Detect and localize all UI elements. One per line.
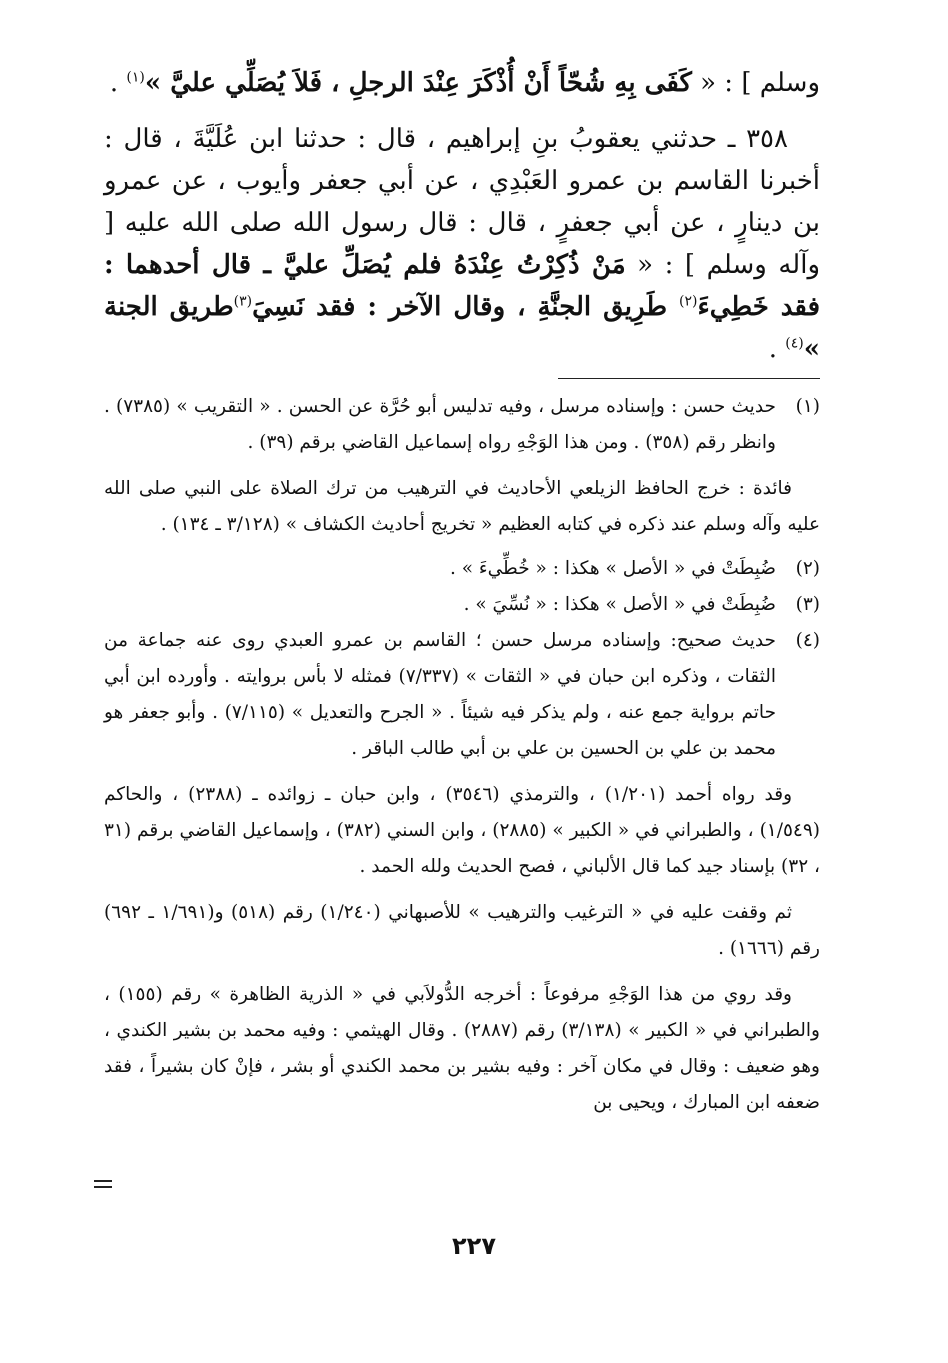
hadith-matn-part1: مَنْ ذُكِرْتُ عِنْدَهُ فلم يُصَلِّ عليَّ ـ قال أحدهما : فقد خَطِيءَ — [104, 250, 820, 322]
footnote-4-para-3: وقد روي من هذا الوَجْهِ مرفوعاً : أخرجه الدُّولاَبي في « الذرية الظاهرة » رقم (١٥٥) ، والطبراني في « الكبير » (٣/١٣٨) رقم (٢٨٨٧) . وقال الهيثمي : وفيه محمد بن بشير الكندي ، وهو ضعيف : وقال في مكان آخر : وفيه بشير بن محمد الكندي أو بشر ، فإنْ كان بشيراً ، فقد ضعفه ابن المبارك ، ويحيى بن — [104, 984, 820, 1113]
continuation-line — [104, 62, 820, 104]
footnote-text: حديث حسن : وإسناده مرسل ، وفيه تدليس أبو حُرَّة عن الحسن . « التقريب » (٧٣٨٥) . وانظر رقم (٣٥٨) . ومن هذا الوَجْهِ رواه إسماعيل القاضي برقم (٣٩) . — [104, 396, 776, 453]
line1-plain: وسلم ] : « — [691, 68, 820, 98]
footnote-mark-1: (١) — [126, 69, 145, 86]
footnotes — [104, 389, 820, 1121]
line1-close-quote: » — [144, 68, 171, 98]
line1-end: . — [109, 68, 127, 98]
hadith-matn-part2: طَرِيق الجنَّةِ ، وقال الآخر : فقد نَسِيَ — [252, 292, 680, 322]
footnote-separator — [558, 378, 820, 379]
footnote-mark-2: (٢) — [679, 293, 698, 310]
hadith-358 — [104, 118, 820, 370]
footnote-1 — [104, 389, 820, 461]
footnote-4-para-2: ثم وقفت عليه في « الترغيب والترهيب » للأصبهاني (١/٢٤٠) رقم (٥١٨) و(١/٦٩١ ـ ٦٩٢) رقم (١٦٦٦) . — [104, 902, 820, 959]
footnote-number: (١) — [795, 396, 820, 417]
hadith-matn-part3: طريق الجنة » — [104, 292, 820, 364]
footnote-3 — [104, 587, 820, 623]
main-text — [104, 62, 820, 370]
footnote-text: حديث صحيح: وإسناده مرسل حسن ؛ القاسم بن عمرو العبدي روى عنه جماعة من الثقات ، وذكره ابن حبان في « الثقات » (٧/٣٣٧) فمثله لا بأس بروايته . وأورده ابن أبي حاتم برواية جمع عنه ، ولم يذكر فيه شيئاً . « الجرح والتعديل » (٧/١١٥) . وأبو جعفر هو محمد بن علي بن الحسين بن علي بن أبي طالب الباقر . — [104, 630, 777, 759]
page-number: ٢٢٧ — [452, 1232, 496, 1260]
hadith-end: . — [768, 334, 786, 364]
footnote-number: (٣) — [795, 594, 820, 615]
hadith-isnad: ٣٥٨ ـ حدثني يعقوبُ بنِ إبراهيم ، قال : حدثنا ابن عُلَيَّةَ ، قال : أخبرنا القاسم بن عمرو العَبْدِي ، عن أبي جعفر وأيوب ، عن عمرو بن دينارٍ ، عن أبي جعفرٍ ، قال : قال رسول الله صلى الله عليه [ وآله وسلم ] : « — [104, 124, 821, 280]
footnote-mark-4: (٤) — [785, 335, 804, 352]
line1-hadith-text: كَفَى بِهِ شُحّاً أَنْ أُذْكَرَ عِنْدَ الرجلِ ، فَلاَ يُصَلِّي عليَّ — [170, 68, 692, 98]
page — [104, 62, 820, 1302]
footnote-mark-3: (٣) — [233, 293, 253, 310]
footnote-4-para-1: وقد رواه أحمد (١/٢٠١) ، والترمذي (٣٥٤٦) ، وابن حبان ـ زوائده ـ (٢٣٨٨) ، والحاكم (١/٥٤٩) ، والطبراني في « الكبير » (٢٨٨٥) ، وابن السني (٣٨٢) ، وإسماعيل القاضي برقم (٣١ ، ٣٢) بإسناد جيد كما قال الألباني ، فصح الحديث ولله الحمد . — [104, 784, 820, 877]
footnote-number: (٤) — [795, 630, 820, 651]
footnote-2 — [104, 551, 820, 587]
footnote-1-benefit: فائدة : خرج الحافظ الزيلعي الأحاديث في الترهيب من ترك الصلاة على النبي صلى الله عليه وآله وسلم عند ذكره في كتابه العظيم « تخريج أحاديث الكشاف » (٣/١٢٨ ـ ١٣٤) . — [104, 478, 820, 535]
footnote-4 — [104, 623, 820, 767]
footnote-text: ضُبِطَتْ في « الأصل » هكذا : « نُسِّيَ » . — [463, 594, 776, 615]
footnote-text: ضُبِطَتْ في « الأصل » هكذا : « خُطِّيءَ » . — [449, 558, 776, 579]
footnote-number: (٢) — [795, 558, 820, 579]
continuation-mark — [94, 1180, 112, 1188]
